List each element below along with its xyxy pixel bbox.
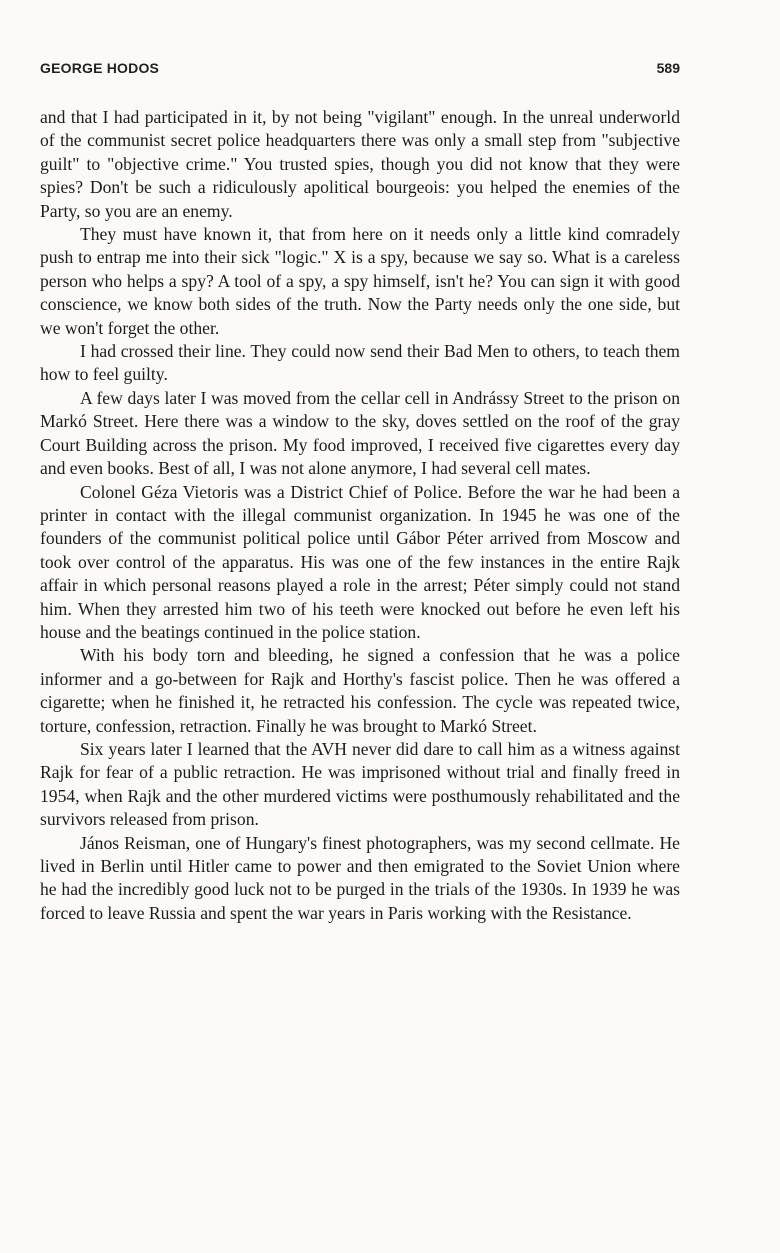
paragraph-7: Six years later I learned that the AVH never did dare to call him as a witness against Rajk for fear of a public retraction. He was imprisoned without trial and finally freed in 1954, when Rajk and the other murdered victims were posthumously rehabilitated and the survivors released from prison. [40, 738, 680, 830]
paragraph-3: I had crossed their line. They could now send their Bad Men to others, to teach them how to feel guilty. [40, 341, 680, 385]
page-number: 589 [656, 60, 680, 76]
running-head-author: GEORGE HODOS [40, 60, 160, 76]
paragraph-5: Colonel Géza Vietoris was a District Chief of Police. Before the war he had been a printer in contact with the illegal communist organization. In 1945 he was one of the founders of the communist political police until Gábor Péter arrived from Moscow and took over control of the apparatus. His was one of the few instances in the entire Rajk affair in which personal reasons played a role in the arrest; Péter simply could not stand him. When they arrested him two of his teeth were knocked out before he even left his house and the beatings continued in the police station. [40, 481, 680, 642]
paragraph-2: They must have known it, that from here on it needs only a little kind comradely push to entrap me into their sick "logic." X is a spy, because we say so. What is a careless person who helps a spy? A tool of a spy, a spy himself, isn't he? You can sign it with good conscience, we know both sides of the truth. Now the Party needs only the one side, but we won't forget the other. [40, 224, 680, 338]
paragraph-1: and that I had participated in it, by not being "vigilant" enough. In the unreal underworld of the communist secret police headquarters there was only a small step from "subjective guilt" to "objective crime." You trusted spies, though you did not know that they were spies? Don't be such a ridiculously apolitical bourgeois: you helped the enemies of the Party, so you are an enemy. [40, 107, 680, 221]
body-text [40, 106, 680, 925]
paragraph-4: A few days later I was moved from the cellar cell in Andrássy Street to the prison on Markó Street. Here there was a window to the sky, doves settled on the roof of the gray Court Building across the prison. My food improved, I received five cigarettes every day and even books. Best of all, I was not alone anymore, I had several cell mates. [40, 387, 680, 479]
running-head [40, 60, 680, 80]
paragraph-6: With his body torn and bleeding, he signed a confession that he was a police informer and a go-between for Rajk and Horthy's fascist police. Then he was offered a cigarette; when he finished it, he retracted his confession. The cycle was repeated twice, torture, confession, retraction. Finally he was brought to Markó Street. [40, 645, 680, 736]
paragraph-8: János Reisman, one of Hungary's finest photographers, was my second cellmate. He lived in Berlin until Hitler came to power and then emigrated to the Soviet Union where he had the incredibly good luck not to be purged in the trials of the 1930s. In 1939 he was forced to leave Russia and spent the war years in Paris working with the Resistance. [40, 832, 680, 923]
